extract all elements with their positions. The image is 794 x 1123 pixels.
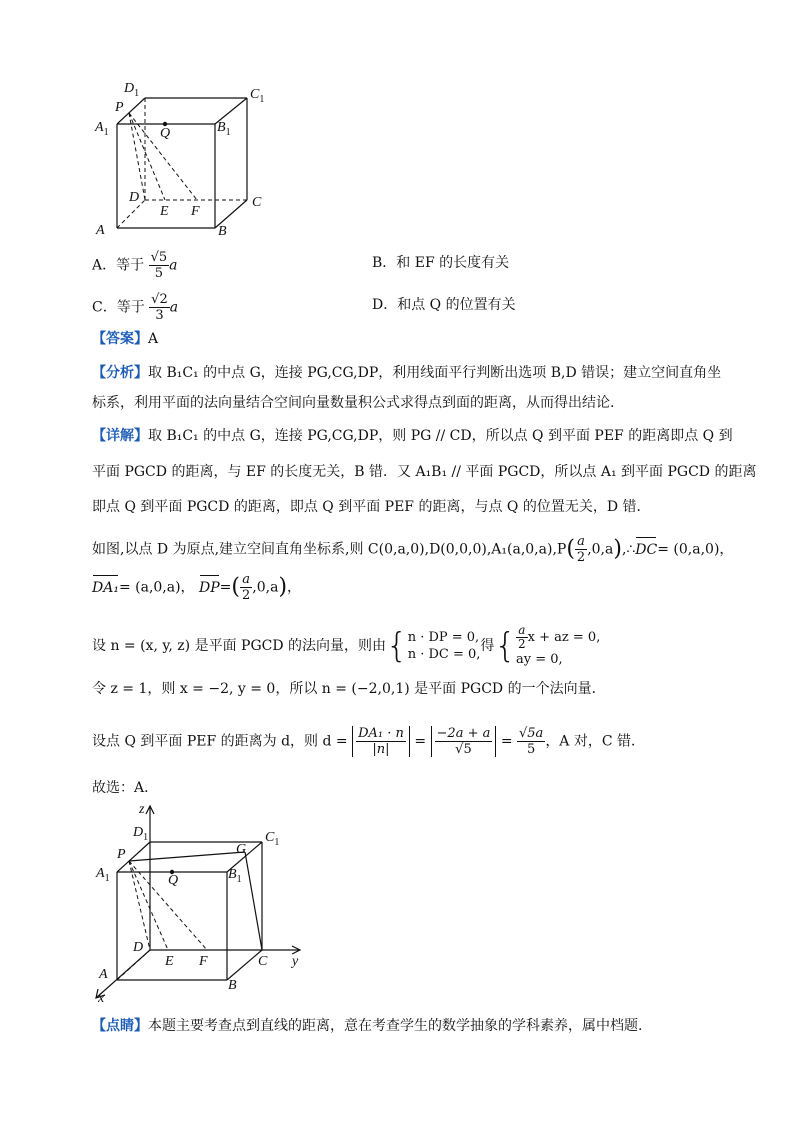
label-p: P <box>115 100 124 115</box>
option-c: C．等于 $\frac{√2}{3}$ a <box>92 292 179 323</box>
detail-line-7: 令 z = 1，则 x = −2, y = 0，所以 n = (−2,0,1) 是平面 PGCD 的一个法向量． <box>92 681 606 697</box>
label-b: B <box>218 224 227 239</box>
label2-b1: $B_1$ <box>228 867 242 885</box>
label-d: D <box>129 190 140 205</box>
detail-line-4: 如图,以点 D 为原点,建立空间直角坐标系,则 C(0,a,0),D(0,0,0),A₁(a,0,a),P( $\frac{a}{2}$ ,0,a),∴DC= (0,a,0)， <box>92 534 734 565</box>
answer: 【答案】A <box>92 331 159 347</box>
segment-p-g <box>129 852 245 861</box>
segment2-p-e <box>129 861 168 950</box>
label2-y: y <box>292 954 299 969</box>
segment2-p-d <box>129 861 150 950</box>
segment-p-d <box>129 113 145 200</box>
label-a1: $A_1$ <box>95 120 109 138</box>
label2-a1: $A_1$ <box>96 866 110 884</box>
label2-c1: $C_1$ <box>265 830 280 848</box>
segment-g-c <box>245 852 262 950</box>
label2-z: z <box>139 802 145 817</box>
label2-b: B <box>228 978 237 993</box>
label-q: Q <box>160 126 171 141</box>
label2-c: C <box>258 954 268 969</box>
analysis-line-2: 标系，利用平面的法向量结合空间向量数量积公式求得点到面的距离，从而得出结论. <box>92 395 615 411</box>
detail-line-5: DA₁= (a,0,a)， DP=( $\frac{a}{2}$ ,0,a)， <box>92 572 302 603</box>
label-d1: $D_1$ <box>124 81 140 99</box>
option-b: B．和 EF 的长度有关 <box>372 255 510 271</box>
label2-p: P <box>117 847 126 862</box>
label2-d1: $D_1$ <box>133 825 149 843</box>
label2-x: x <box>98 991 105 1006</box>
label2-g: G <box>236 842 247 857</box>
label-e: E <box>160 204 169 219</box>
option-d: D．和点 Q 的位置有关 <box>372 297 516 313</box>
label-b1: $B_1$ <box>217 120 231 138</box>
label-a: A <box>96 223 105 238</box>
detail-line-1: 【详解】取 B₁C₁ 的中点 G，连接 PG,CG,DP，则 PG // CD，所以点 Q 到平面 PEF 的距离即点 Q 到 <box>92 428 733 444</box>
label2-d: D <box>133 940 144 955</box>
label-f: F <box>191 204 200 219</box>
label2-a: A <box>99 967 108 982</box>
label2-q: Q <box>168 873 179 888</box>
edge2-b-c <box>227 950 262 980</box>
label-c: C <box>252 195 262 210</box>
detail-line-2: 平面 PGCD 的距离，与 EF 的长度无关，B 错．又 A₁B₁ // 平面 PGCD，所以点 A₁ 到平面 PGCD 的距离 <box>92 464 757 480</box>
detail-line-6: 设 n = (x, y, z) 是平面 PGCD 的法向量，则由{n · DP = 0, n · DC = 0,得{ $\frac{a}{2}$ x + az = 0, ay = 0, <box>92 623 601 667</box>
option-a: A．等于 $\frac{√5}{5}$ a <box>92 250 178 281</box>
analysis-line-1: 【分析】取 B₁C₁ 的中点 G，连接 PG,CG,DP，利用线面平行判断出选项 B,D 错误；建立空间直角坐 <box>92 365 722 381</box>
detail-line-3: 即点 Q 到平面 PGCD 的距离，即点 Q 到平面 PEF 的距离，与点 Q 的位置无关，D 错． <box>92 499 651 515</box>
detail-line-8: 设点 Q 到平面 PEF 的距离为 d，则 d = $\frac{\text{DA₁ · n}}{|n|}$ = $\frac{-2a + a}{√5}$ = $\frac{√5a}{5}$ ，A 对，C 错． <box>92 726 646 757</box>
conclusion: 故选：A． <box>92 780 159 796</box>
label-c1: $C_1$ <box>250 87 265 105</box>
label2-e: E <box>165 954 174 969</box>
comment: 【点睛】本题主要考查点到直线的距离，意在考查学生的数学抽象的学科素养，属中档题. <box>92 1018 643 1034</box>
label2-f: F <box>199 954 208 969</box>
